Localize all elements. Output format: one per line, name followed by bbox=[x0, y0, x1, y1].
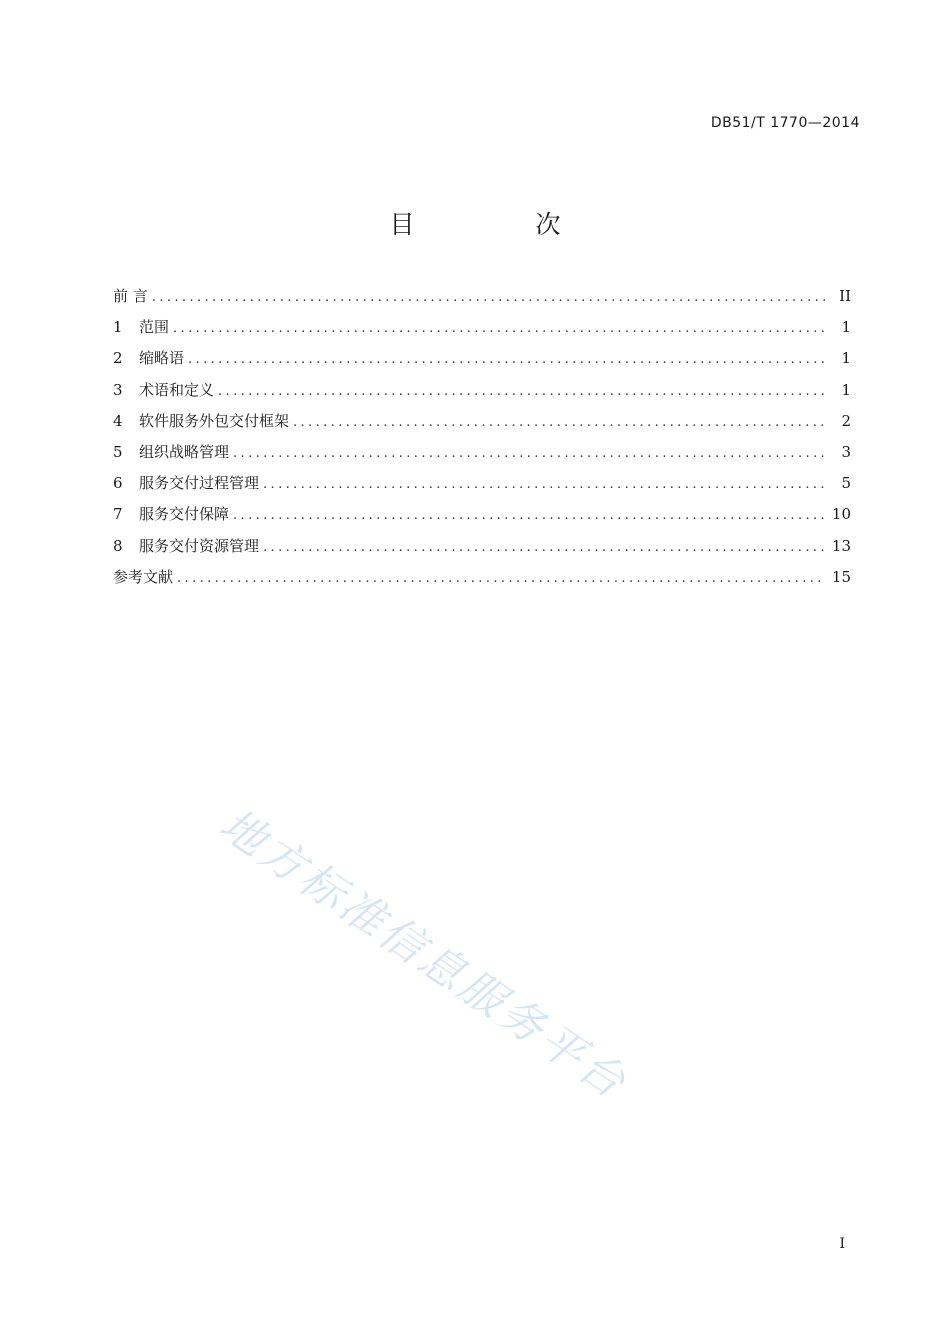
toc-leader bbox=[177, 571, 825, 586]
toc-leader bbox=[218, 384, 825, 399]
toc-label: 组织战略管理 bbox=[139, 442, 230, 461]
toc-entry-5[interactable] bbox=[113, 441, 851, 472]
toc-number: 1 bbox=[113, 318, 123, 337]
toc-entry-4[interactable] bbox=[113, 410, 851, 441]
toc-leader bbox=[152, 290, 825, 305]
toc-leader bbox=[233, 446, 825, 461]
toc-label: 服务交付资源管理 bbox=[139, 536, 260, 555]
toc-page: 10 bbox=[831, 505, 851, 524]
toc-page: 15 bbox=[831, 567, 851, 586]
toc-number: 6 bbox=[113, 474, 123, 493]
watermark: 地方标准信息服务平台 bbox=[210, 799, 637, 1110]
toc-number: 3 bbox=[113, 380, 123, 399]
standard-number: DB51/T 1770—2014 bbox=[710, 115, 860, 131]
toc-number: 8 bbox=[113, 536, 123, 555]
toc-number: 2 bbox=[113, 349, 123, 368]
toc-page: 2 bbox=[841, 411, 851, 430]
toc-label: 范围 bbox=[139, 318, 170, 337]
toc-label: 服务交付过程管理 bbox=[139, 474, 260, 493]
toc-label: 服务交付保障 bbox=[139, 505, 230, 524]
table-of-contents bbox=[113, 285, 851, 597]
toc-entry-7[interactable] bbox=[113, 503, 851, 534]
toc-page: II bbox=[839, 287, 851, 305]
toc-entry-8[interactable] bbox=[113, 535, 851, 566]
toc-leader bbox=[233, 508, 825, 523]
toc-page: 13 bbox=[831, 536, 851, 555]
toc-leader bbox=[188, 352, 825, 367]
toc-label: 软件服务外包交付框架 bbox=[139, 411, 290, 430]
toc-entry-2[interactable] bbox=[113, 347, 851, 378]
toc-number: 7 bbox=[113, 505, 123, 524]
toc-leader bbox=[173, 321, 825, 336]
toc-leader bbox=[293, 415, 825, 430]
toc-page: 1 bbox=[841, 318, 851, 337]
toc-label: 前 言 bbox=[113, 287, 148, 305]
toc-page: 1 bbox=[841, 380, 851, 399]
toc-label: 术语和定义 bbox=[139, 380, 215, 399]
toc-label: 参考文献 bbox=[113, 567, 174, 586]
toc-leader bbox=[263, 540, 825, 555]
toc-entry-1[interactable] bbox=[113, 316, 851, 347]
toc-page: 5 bbox=[841, 474, 851, 493]
toc-entry-foreword[interactable] bbox=[113, 285, 851, 316]
toc-entry-references[interactable] bbox=[113, 566, 851, 597]
page-number: I bbox=[839, 1236, 845, 1252]
toc-label: 缩略语 bbox=[139, 349, 185, 368]
toc-number: 5 bbox=[113, 442, 123, 461]
toc-number: 4 bbox=[113, 411, 123, 430]
toc-entry-3[interactable] bbox=[113, 379, 851, 410]
page-title: 目 次 bbox=[389, 210, 609, 239]
toc-leader bbox=[263, 477, 825, 492]
toc-entry-6[interactable] bbox=[113, 472, 851, 503]
toc-page: 3 bbox=[841, 442, 851, 461]
toc-page: 1 bbox=[841, 349, 851, 368]
